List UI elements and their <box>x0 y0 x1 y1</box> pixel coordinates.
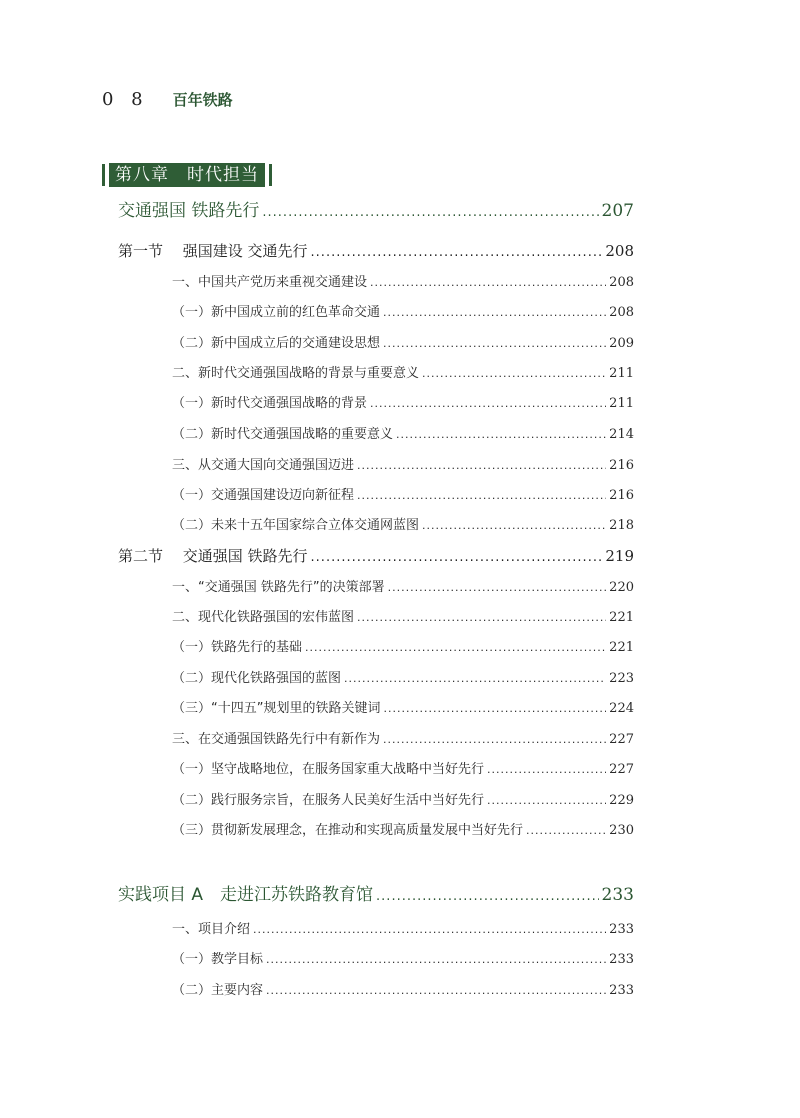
toc-entry-page: 227 <box>609 762 634 777</box>
toc-leader-dots <box>383 306 606 319</box>
toc-entry[interactable] <box>172 979 634 998</box>
toc-entry-page: 219 <box>605 547 634 565</box>
toc-entry-title: （三）贯彻新发展理念，在推动和实现高质量发展中当好先行 <box>172 823 524 838</box>
toc-entry-page: 229 <box>609 793 634 808</box>
toc-entry-page: 208 <box>609 305 634 320</box>
toc-entry-page: 208 <box>605 242 634 260</box>
toc-leader-dots <box>262 205 598 220</box>
page-header <box>102 84 233 114</box>
toc-entry-title: （二）践行服务宗旨，在服务人民美好生活中当好先行 <box>172 793 485 808</box>
toc-entry-title: （三）“十四五”规划里的铁路关键词 <box>172 701 381 716</box>
toc-entry[interactable] <box>172 918 634 937</box>
toc-entry[interactable] <box>118 880 634 905</box>
toc-entry[interactable] <box>172 636 634 655</box>
toc-entry-title: 第一节 强国建设 交通先行 <box>118 242 308 260</box>
toc-leader-dots <box>311 550 603 565</box>
toc-entry-page: 221 <box>609 640 634 655</box>
toc-entry[interactable] <box>172 301 634 320</box>
toc-entry-page: 220 <box>609 580 634 595</box>
toc-leader-dots <box>383 337 606 350</box>
toc-leader-dots <box>357 489 606 502</box>
toc-entry-title: （一）坚守战略地位，在服务国家重大战略中当好先行 <box>172 762 485 777</box>
toc-leader-dots <box>487 794 606 807</box>
toc-entry[interactable] <box>172 392 634 411</box>
toc-entry-page: 211 <box>609 396 634 411</box>
chapter-heading <box>102 162 272 188</box>
toc-entry[interactable] <box>172 514 634 533</box>
page-number: 0 8 <box>102 88 149 110</box>
toc-entry[interactable] <box>172 332 634 351</box>
toc-leader-dots <box>266 953 606 966</box>
toc-leader-dots <box>422 519 606 532</box>
toc-leader-dots <box>253 923 606 936</box>
toc-entry-page: 208 <box>609 275 634 290</box>
toc-leader-dots <box>396 428 606 441</box>
toc-entry-page: 209 <box>609 336 634 351</box>
toc-entry-page: 207 <box>601 201 634 221</box>
toc-entry[interactable] <box>172 423 634 442</box>
toc-entry-page: 214 <box>609 427 634 442</box>
toc-entry-title: （一）教学目标 <box>172 952 264 967</box>
toc-entry[interactable] <box>172 606 634 625</box>
toc-entry[interactable] <box>172 819 634 838</box>
toc-entry-page: 211 <box>609 366 634 381</box>
toc-entry-page: 233 <box>609 952 634 967</box>
toc-entry-title: 二、新时代交通强国战略的背景与重要意义 <box>172 366 420 381</box>
toc-entry-title: 三、在交通强国铁路先行中有新作为 <box>172 732 381 747</box>
toc-entry-title: 二、现代化铁路强国的宏伟蓝图 <box>172 610 355 625</box>
toc-entry-title: （二）主要内容 <box>172 983 264 998</box>
toc-entry-title: （一）新中国成立前的红色革命交通 <box>172 305 381 320</box>
toc-leader-dots <box>305 641 606 654</box>
toc-entry[interactable] <box>172 362 634 381</box>
toc-leader-dots <box>376 889 599 904</box>
toc-leader-dots <box>266 984 606 997</box>
toc-entry-page: 216 <box>609 458 634 473</box>
toc-entry-page: 233 <box>609 983 634 998</box>
toc-entry[interactable] <box>172 667 634 686</box>
toc-entry[interactable] <box>172 576 634 595</box>
chapter-bar-left <box>102 164 105 186</box>
toc-leader-dots <box>370 276 606 289</box>
toc-entry-title: （一）铁路先行的基础 <box>172 640 303 655</box>
toc-entry-title: 第二节 交通强国 铁路先行 <box>118 547 308 565</box>
toc-entry-page: 221 <box>609 610 634 625</box>
toc-entry[interactable] <box>118 196 634 221</box>
toc-entry-title: 交通强国 铁路先行 <box>118 201 260 221</box>
chapter-bar-right <box>269 164 272 186</box>
toc-entry-title: 一、中国共产党历来重视交通建设 <box>172 275 368 290</box>
toc-entry[interactable] <box>172 271 634 290</box>
toc-entry-title: （二）新时代交通强国战略的重要意义 <box>172 427 394 442</box>
toc-entry[interactable] <box>172 697 634 716</box>
book-title: 百年铁路 <box>172 90 233 109</box>
toc-entry[interactable] <box>172 948 634 967</box>
toc-entry-page: 223 <box>609 671 634 686</box>
toc-entry-title: （二）未来十五年国家综合立体交通网蓝图 <box>172 518 420 533</box>
toc-leader-dots <box>526 824 606 837</box>
toc-entry-title: （二）现代化铁路强国的蓝图 <box>172 671 342 686</box>
toc-entry-page: 218 <box>609 518 634 533</box>
toc-leader-dots <box>383 702 606 715</box>
toc-entry-title: 实践项目 A 走进江苏铁路教育馆 <box>118 885 374 905</box>
toc-leader-dots <box>311 245 603 260</box>
toc-entry-page: 233 <box>609 922 634 937</box>
toc-entry-page: 230 <box>609 823 634 838</box>
toc-entry-title: 一、项目介绍 <box>172 922 251 937</box>
toc-entry[interactable] <box>172 454 634 473</box>
toc-entry-page: 233 <box>601 885 634 905</box>
toc-leader-dots <box>370 397 606 410</box>
toc-entry[interactable] <box>118 240 634 261</box>
toc-entry-title: 三、从交通大国向交通强国迈进 <box>172 458 355 473</box>
toc-leader-dots <box>422 367 606 380</box>
toc-entry-title: 一、“交通强国 铁路先行”的决策部署 <box>172 580 385 595</box>
toc-leader-dots <box>388 581 607 594</box>
toc-leader-dots <box>383 733 606 746</box>
toc-entry-title: （一）交通强国建设迈向新征程 <box>172 488 355 503</box>
toc-leader-dots <box>487 763 606 776</box>
toc-entry[interactable] <box>172 789 634 808</box>
chapter-label: 第八章 时代担当 <box>109 163 265 187</box>
toc-entry[interactable] <box>118 545 634 566</box>
toc-entry-title: （一）新时代交通强国战略的背景 <box>172 396 368 411</box>
toc-entry-page: 227 <box>609 732 634 747</box>
toc-entry-title: （二）新中国成立后的交通建设思想 <box>172 336 381 351</box>
toc-entry[interactable] <box>172 758 634 777</box>
toc-entry-page: 224 <box>609 701 634 716</box>
toc-entry[interactable] <box>172 484 634 503</box>
toc-leader-dots <box>357 459 606 472</box>
toc-leader-dots <box>344 672 606 685</box>
toc-leader-dots <box>357 611 606 624</box>
toc-entry[interactable] <box>172 728 634 747</box>
toc-entry-page: 216 <box>609 488 634 503</box>
